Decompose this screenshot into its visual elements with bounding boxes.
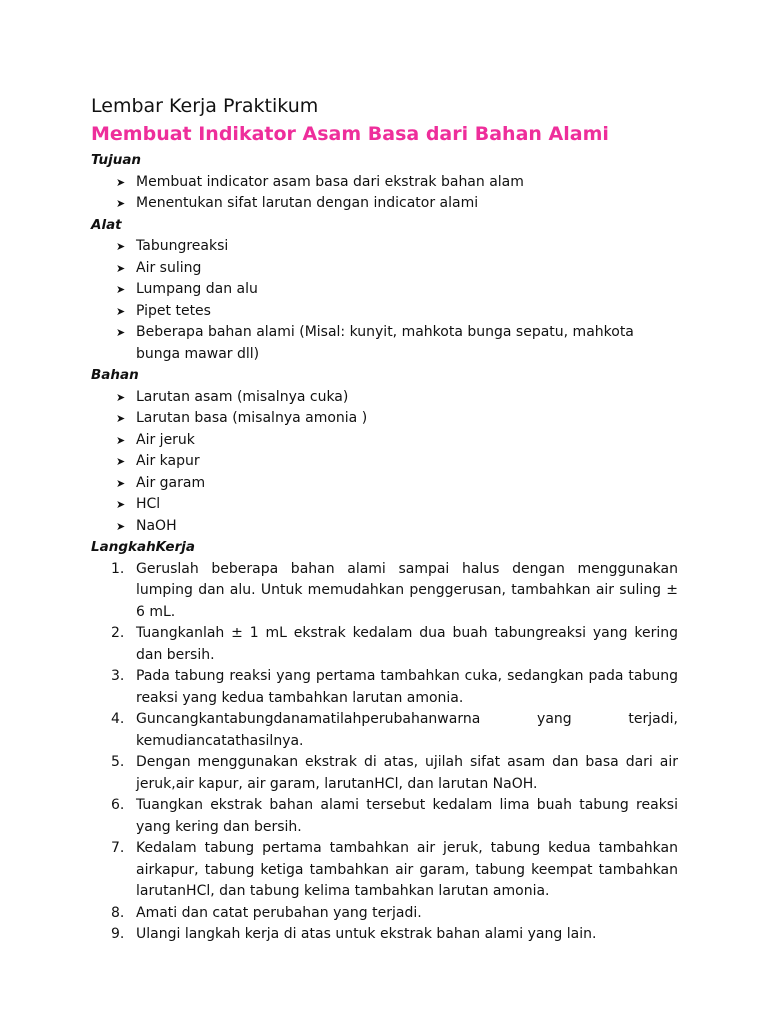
step-item — [91, 903, 678, 925]
step-number: 6. — [111, 797, 125, 813]
section-heading-tujuan: Tujuan — [91, 152, 142, 168]
list-item-text: Air suling — [136, 259, 202, 276]
step-item — [91, 666, 678, 709]
bahan-list — [91, 387, 678, 538]
step-text: Pada tabung reaksi yang pertama tambahkan cuka, sedangkan pada tabung reaksi yang kedua tambahkan larutan amonia. — [136, 668, 678, 706]
list-item-text: Tabungreaksi — [136, 238, 229, 254]
step-text: Ulangi langkah kerja di atas untuk ekstrak bahan alami yang lain. — [136, 926, 597, 942]
arrowhead-bullet-icon: ➤ — [116, 326, 126, 339]
list-item — [91, 193, 678, 215]
list-item-text: NaOH — [136, 517, 177, 534]
list-item-text: Lumpang dan alu — [136, 281, 258, 297]
arrowhead-bullet-icon: ➤ — [116, 433, 126, 447]
arrowhead-bullet-icon: ➤ — [116, 283, 126, 296]
arrowhead-bullet-icon: ➤ — [116, 390, 126, 404]
step-number: 3. — [111, 668, 125, 684]
list-item-text: Beberapa bahan alami (Misal: kunyit, mahkota bunga sepatu, mahkota bunga mawar dll) — [136, 324, 634, 362]
list-item — [91, 494, 678, 516]
section-heading-bahan: Bahan — [91, 367, 139, 383]
langkah-kerja-list — [91, 559, 678, 946]
step-item — [91, 795, 678, 838]
worksheet-content — [91, 92, 678, 946]
alat-list — [91, 236, 678, 365]
step-item — [91, 752, 678, 795]
list-item — [91, 387, 678, 409]
arrowhead-bullet-icon: ➤ — [116, 455, 126, 468]
step-item — [91, 924, 678, 946]
step-number: 2. — [111, 625, 125, 641]
arrowhead-bullet-icon: ➤ — [116, 197, 126, 210]
step-item — [91, 559, 678, 624]
list-item-text: Air jeruk — [136, 431, 195, 448]
list-item — [91, 236, 678, 258]
step-item — [91, 709, 678, 752]
list-item — [91, 473, 678, 495]
list-item-text: Menentukan sifat larutan dengan indicator alami — [136, 195, 479, 211]
list-item-text: Larutan asam (misalnya cuka) — [136, 388, 349, 405]
section-heading-langkah-kerja: LangkahKerja — [91, 539, 195, 555]
step-text: Kedalam tabung pertama tambahkan air jeruk, tabung kedua tambahkan airkapur, tabung ketiga tambahkan air garam, tabung keempat tambahkan larutanHCl, dan tabung kelima tambahkan larutan amonia. — [136, 840, 678, 899]
list-item-text: Larutan basa (misalnya amonia ) — [136, 410, 368, 426]
list-item — [91, 408, 678, 430]
list-item-text: Air garam — [136, 474, 206, 491]
step-number: 7. — [111, 840, 125, 856]
step-number: 1. — [111, 560, 125, 577]
page-title: Lembar Kerja Praktikum — [91, 95, 319, 117]
arrowhead-bullet-icon: ➤ — [116, 240, 126, 253]
step-text: Guncangkantabungdanamatilahperubahanwarna yang terjadi, kemudiancatathasilnya. — [136, 711, 678, 749]
list-item-text: Membuat indicator asam basa dari ekstrak bahan alam — [136, 173, 524, 190]
step-number: 5. — [111, 754, 125, 770]
list-item — [91, 279, 678, 301]
step-text: Dengan menggunakan ekstrak di atas, ujilah sifat asam dan basa dari air jeruk,air kapur, air garam, larutanHCl, dan larutan NaOH. — [136, 754, 678, 792]
section-heading-alat: Alat — [91, 216, 122, 233]
list-item-text: Air kapur — [136, 453, 200, 469]
list-item — [91, 301, 678, 323]
list-item — [91, 172, 678, 194]
step-item — [91, 838, 678, 903]
step-number: 4. — [111, 711, 125, 727]
page-subtitle: Membuat Indikator Asam Basa dari Bahan Alami — [91, 123, 609, 145]
step-number: 8. — [111, 904, 125, 921]
arrowhead-bullet-icon: ➤ — [116, 476, 126, 490]
arrowhead-bullet-icon: ➤ — [116, 519, 126, 533]
step-text: Amati dan catat perubahan yang terjadi. — [136, 904, 422, 921]
arrowhead-bullet-icon: ➤ — [116, 498, 126, 511]
arrowhead-bullet-icon: ➤ — [116, 412, 126, 425]
arrowhead-bullet-icon: ➤ — [116, 175, 126, 189]
step-number: 9. — [111, 926, 125, 942]
list-item — [91, 258, 678, 280]
step-item — [91, 623, 678, 666]
step-text: Tuangkan ekstrak bahan alami tersebut kedalam lima buah tabung reaksi yang kering dan bersih. — [136, 797, 678, 835]
list-item — [91, 322, 678, 365]
step-text: Geruslah beberapa bahan alami sampai halus dengan menggunakan lumping dan alu. Untuk memudahkan penggerusan, tambahkan air suling ± 6 mL. — [136, 560, 678, 620]
arrowhead-bullet-icon: ➤ — [116, 304, 126, 318]
list-item — [91, 451, 678, 473]
tujuan-list — [91, 172, 678, 215]
step-text: Tuangkanlah ± 1 mL ekstrak kedalam dua buah tabungreaksi yang kering dan bersih. — [136, 625, 678, 663]
list-item-text: Pipet tetes — [136, 302, 211, 319]
list-item — [91, 516, 678, 538]
arrowhead-bullet-icon: ➤ — [116, 261, 126, 275]
list-item — [91, 430, 678, 452]
list-item-text: HCl — [136, 496, 161, 512]
